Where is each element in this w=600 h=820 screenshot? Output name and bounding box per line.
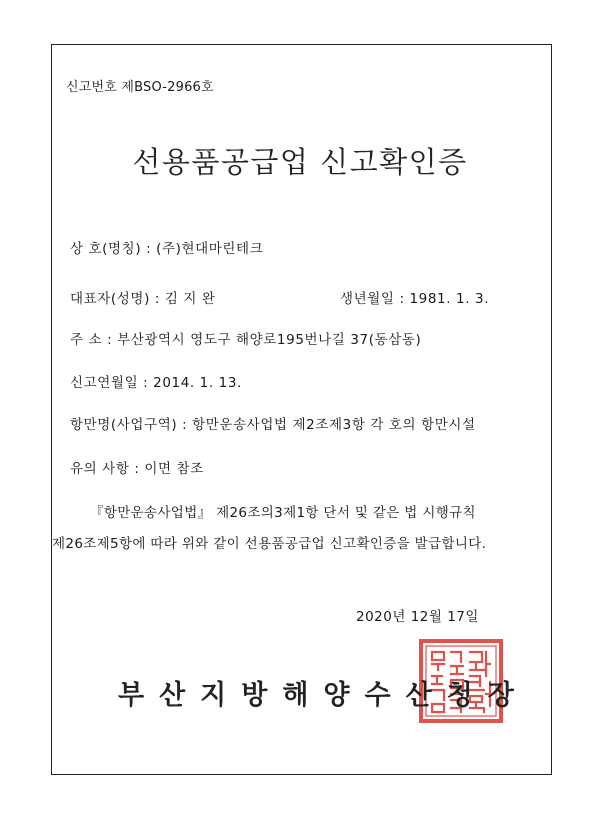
report-number: 신고번호 제BSO-2966호 [66, 80, 214, 95]
address-field: 주 소 : 부산광역시 영도구 해양로195번나길 37(동삼동) [70, 332, 422, 348]
issue-date: 2020년 12월 17일 [356, 609, 479, 625]
report-date-field: 신고연월일 : 2014. 1. 13. [70, 375, 242, 391]
issuing-authority: 부산지방해양수산청장 [118, 680, 529, 711]
port-name-field: 항만명(사업구역) : 항만운송사업법 제2조제3항 각 호의 항만시설 [70, 417, 476, 433]
representative-field: 대표자(성명) : 김 지 완 [70, 291, 216, 307]
body-text-line-2: 제26조제5항에 따라 위와 같이 선용품공급업 신고확인증을 발급합니다. [52, 536, 487, 552]
notes-field: 유의 사항 : 이면 참조 [70, 461, 204, 477]
trade-name-field: 상 호(명칭) : (주)현대마린테크 [70, 241, 264, 257]
body-text-line-1: 『항만운송사업법』 제26조의3제1항 단서 및 같은 법 시행규칙 [90, 505, 476, 521]
certificate-title: 선용품공급업 신고확인증 [132, 145, 468, 179]
birth-date-field: 생년월일 : 1981. 1. 3. [340, 291, 490, 307]
